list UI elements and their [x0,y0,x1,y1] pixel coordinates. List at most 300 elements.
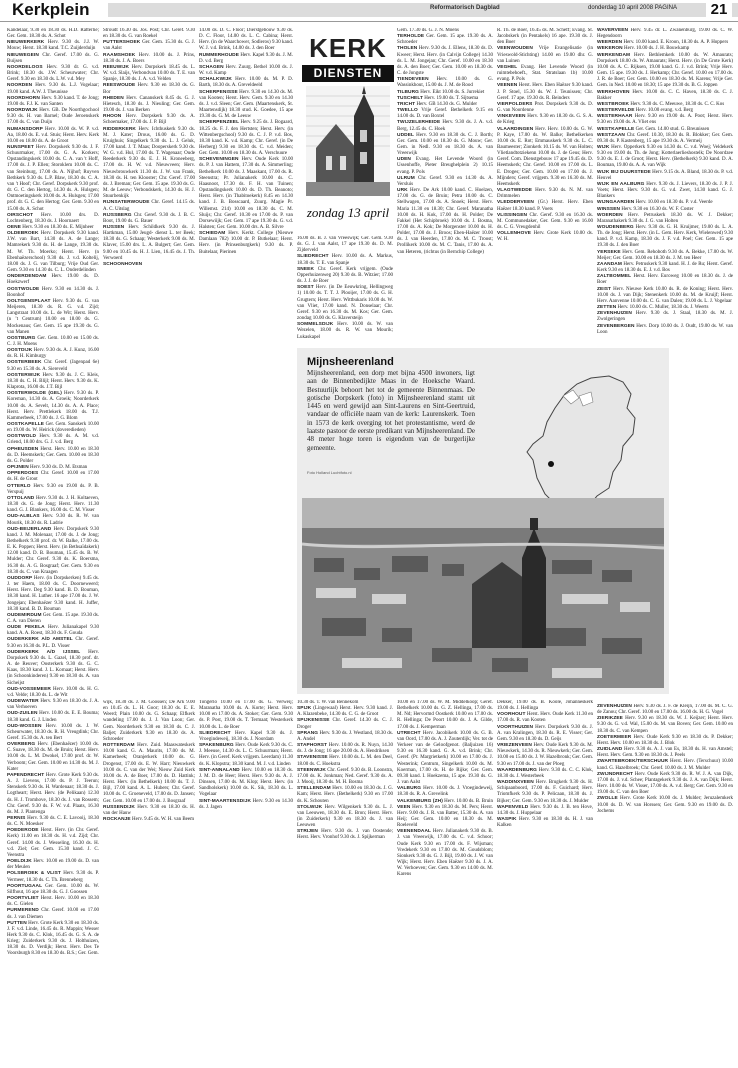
place-name: WERKHOVEN [597,89,630,95]
service-times: Herv. 9.30 ds. J.J. W. Mouw; Herst. 18.30 kand. T.C. Zuijderduijn [7,40,99,52]
place-name: VOORHOUT [497,712,526,718]
listing-entry [7,231,99,274]
place-name: OUDDORP [7,575,33,581]
listing-entry [397,731,493,786]
place-name: VALBURG [397,786,422,792]
listing-entry [497,200,593,212]
service-times: Herv. 9.15 ds. A. Bland, 18.30 ds. P. v.d. Heuvel [597,169,733,181]
listing-entry [7,576,99,613]
place-name: ROCKANJE [103,816,131,822]
listing-entry [597,747,733,759]
place-name: WIJK BIJ DUURSTEDE [597,169,651,175]
listing-entry [597,262,733,274]
service-times: Herv. 9.30 ds. J. F. de Kleijn, 17.00 ds. M. C. G. de Zanou; Chr. Geref. 10.00 en 17.00 ds. 16.00 ds. H. G. Vogel [597,704,733,716]
service-times: Herv. 9.30 dr. G. v.d. Brink; 18.30 ds. J.W. Scheurwater; Chr. Geref. 9.30 en 18.30 ds. L.W. v.d. Mey [7,64,99,83]
village-marker [548,461,554,467]
listing-entry [199,799,293,811]
service-times: Herv. Oude Kerk 9.30 en 18.30 ds. P. Dekker; Herst. Herv. 10.00 en 18.30 ds. J. Blok [597,734,733,746]
place-name: OUDERKERK A/D AMSTEL [7,637,73,643]
listing-entry [497,805,593,817]
service-times: Herv. 9.30 en 18.30 ds. M. Pers; Herst. Herv. 9.00 ds. J. R. van Batter, 15.30 ds. A. van Heij; Ger. Gem. 10.00 en 18.30 ds. M. Roeleveld [397,804,493,829]
listing-entry [103,805,195,817]
listing-entry [103,225,195,262]
listing-entry [7,496,99,514]
listing-entry [597,182,733,200]
listing-entry [103,40,195,52]
service-times: Herv. 10.00 kand. E. Kroon, 18.30 ds. A. P. Hoppers [623,40,729,46]
listing-entry [103,700,195,743]
place-name: SLIEDRECHT [199,730,231,736]
place-name: RIDDERKERK [103,126,136,132]
service-times: (Gr.) Herst. Herv. Eben Haëzer 18.30 kand. P. Voets [497,200,593,212]
page-header [0,0,738,20]
service-times: Herv. 9.30 ds. C. E. Lavooij, 18.30 ds. C. N. Moesker [7,816,99,828]
service-times: Herv. 10.00 ds. W. van Wezelen, 18.00 ds. R. W. van Mourik; Lukaskapel [297,322,393,340]
service-times: Chr. Geref. 10.30, 18.30 ds. R. Blokker; Ger. Gem. 09.30 ds. P. Kastenberg, 15 ape 19.30 ds. A. Vermeij [597,132,733,144]
service-times: Herv. 10.00 ds. M. P. D. Barth, 18.30 ds. A. Greveldeeld [199,77,293,89]
service-times: Vrije Evangelisatie (in Vrieswold-Stichting) 14.00 en 19.00 dhr. G. van Luinen [497,46,593,64]
place-name: WOUDENBERG [597,225,634,230]
listing-column-2 [103,28,195,343]
service-times: Herv. Oude Kerk 9.30 ds. C. J. Meeuse, 14.30 ds. L. C. Schuurman; Herst. Herv. (in Geref. Kerk vrijgem. Leerdam) 11.30 ds. K. Klopstra; 18.30 kand. M. J. v.d. Linden [199,743,293,767]
place-name: VOLLENHOVE [497,231,532,237]
service-times: Herv. 10.00 en 18.30 ds. J. G. Kam; Herst. Herv. (Bethelkerk) 9.30 en 17.00 ds. K. Schouten [297,786,393,804]
place-name: OIRSCHOT [7,212,34,218]
feature-body: Mijnsheerenland, een dorp met bijna 4500 inwoners, ligt aan de Binnenbedijkte Maas in de Hoeksche Waard. Bestuurlijk behoort het tot de gemeente Binnenmaas. De gotische Dorpskerk (foto) in Mijnsheerenland stamt uit 1445 en werd gewijd aan Sint-Laurens en Sint-Geertruid, vandaar de officiële naam van de kerk: Laurenskerk. Toen in 1573 de kerk overging tot het protestantisme, werd de laatste pastoor de eerste predikant van Mijnsheerenland. De 48 meter hoge toren is eigendom van de burgerlijke gemeente. [307,369,475,452]
place-name: UDDEL [397,132,415,138]
listing-entry [597,716,733,734]
service-times: Herv. Julianakapel 9.30 kand. A. A. Roest, 18.30 ds. F. Gouda [7,625,99,637]
listing-entry [103,96,195,114]
service-times: Herst. Herv. (in Chr. Geref. Kerk) 11.00 en 18.30 ds. H. v.d. Zijd; Chr. Geref. 14.00 ds. J. Wesseling, 16.30 ds. H. v.d. Ziel; Ger. Gem. 15.30 kand. J. C. Veenstra [7,828,99,858]
service-times: Herv. 9.30 en 18.30 ds. G. S. A. de Krieg [497,114,593,126]
service-times: Ger. Gem. Sanskerk 10.00 en 19.00 ds. W. Heirick (doveredieden) [7,422,99,434]
service-times: Herv. GB. De Noorthgochool 9.30 ds. H. van Barnel; Oude Jeroenskerk 17.00 ds. C. van Duijn [7,108,99,126]
service-times: Herv. Dorpskerk 9.30 kand. J. M. Molenaar, 17.00 ds. J. de Jong; Bethelkerk 9.30 prof. dr. W. Balke, 17.00 ds. E. K. Poppen; Herst. Herv. (in Bethsaïdakerk) 12.00 kand. D. B. Bouman, 15.45 ds. B. W. Mulder; Chr. Geref. 9.30 ds. K. Boersma, 16.30 ds. A. G. Bosgraaf; Ger. Gem. 9.30 en 18.30 ds. C. van Kraagen [7,526,99,575]
listing-entry [7,527,99,576]
service-times: Herv. 19.00 ds. T. Sijtsema [424,95,479,101]
place-name: ZEVENHUIZEN [597,704,632,709]
place-name: OTTERLO [7,483,31,489]
listing-entry [199,231,293,256]
place-name: NOORDEN [7,83,33,89]
service-times: 10.30 ds. T. W. van Bennekom [297,700,359,705]
service-times: Herv. 10.00 evang. v.d. Berg [635,108,693,114]
logo-word-diensten: DIENSTEN [302,65,394,82]
place-name: VEENWOUDEN [497,46,533,52]
place-name: VEENENDAAL [397,829,432,835]
listing-entry [497,28,593,46]
service-times: Herv. 9.30 en 18.30 ds. H. J. van Kalken [497,816,593,829]
service-times: Herv. Oude Kerk 9.30 ds. R. W. J. A. van Dijk, 17.00 ds. J. v.d. Schee; Plantagekerk 9.30 ds. J. A. van Dijk; Herst. Herv. 10.00 ds. W. Visser, 17.00 ds. A. v.d. Berg; Ger. Gem. 9.30 en 19.00 ds. C. van den Boer [597,771,733,796]
service-times: Herv. 10.00 ds. W. P. v.d. Aa, 18.00 ds. E. v.d. Stuis; Herst. Herv. Kerk 10.00 en 18.00 ds. A. de Groot [7,126,99,144]
place-name: WAPENVELD [497,804,529,810]
service-times: Chr. Geref. 10.00 en 17.00 ds. J. van Diemen [7,908,99,920]
place-name: NOORDWIJK [7,108,38,114]
service-times: Herv. Petruskerk 9.30 kand. H. J. de Ru; Herst. Geref. Kerk 9.30 en 18.30 ds. E. J. v.d. Bos [597,261,733,274]
service-times: Gem. 17.30 ds. G. J. N. Moens [397,28,459,33]
listing-entry [103,114,195,126]
listing-entry [397,46,493,77]
listing-entry [7,816,99,828]
service-times: Herv. 10.00 ds. G. Wassinkhout, 15.00 ds. J. M. de Rood [397,77,493,89]
place-name: WADDINXVEEN [497,780,534,786]
place-name: NOORDHORN [7,95,40,101]
listing-entry [597,274,733,286]
listing-entry [7,742,99,773]
place-name: OOSTERBEEK [7,360,42,366]
listing-entry [7,650,99,687]
listing-entry [397,120,493,132]
place-name: STRIJEN [297,829,318,835]
service-times: Herv. 9.30 ds. C. C. Klok, 18.30 ds. J. Westerbeek [497,767,593,779]
place-name: STOLWIJK [297,804,323,810]
service-times: Ger. Gem. 10.00 ds. W. Silfhout, 16 ape 18.30 ds. G. J. Goossen [7,883,99,895]
place-name: VLEDDERVEEN [497,200,534,206]
service-times: Chr. Geref. 17.00 ds. G. Buijsen [7,52,99,64]
place-name: RAAMSHOEK [103,52,136,58]
service-times: Ger. Gem. 14.00 stud. G. Breunissen [635,126,710,132]
place-name: WAARDENBURG [497,767,538,773]
place-name: UDEN [397,157,411,163]
place-name: PURMEREND [7,908,39,914]
service-times: Herv. 10.00 en 18.30 ds. P. v.d. Veerde [635,200,713,206]
listing-entry [7,871,99,883]
listing-entry [297,743,393,755]
service-times: Herv. Cananskerk 8.45 ds. G. J. Hietesch, 18.30 ds. J. Nieuling; Ger. Gem. 19.00 ds. J. van Berken [103,95,195,114]
listing-entry [199,157,293,231]
service-times: Herv. 9.30 ds. J. C. Kleis, 18.30 ds. C. H. Blijl; Herst. Herv. 9.30 ds. K. Klaprota, 16.00 ds. J.T. Bijl [7,372,99,391]
service-times: Herv. 9.30 ds. J. Lievers, 18.30 ds. J. P. J. Voets; Herst. Herv. 9.30 ds. G. v.d. Zwet, 14.30 kand. G. J. Blankers [597,181,733,200]
service-times: Chr. Geref. 9.30 en 16.30 ds. M. Communedaker, Ger. Gem. 9.30 en 16.00 ds. C. G. Vreugdenhil [497,212,593,230]
service-times: Herv. 10.00 ds. H. G. v.d. Velde; 18.30 ds. L. de Wit [7,686,99,698]
place-name: TUSCHELT [397,95,424,101]
service-times: Herv. 9.30 ds. G. van Meijeren, 18.30 ds. R. G. v.d. Zijd; Langstraat 10.00 ds. L. de Wit; Herst. Herv. (n ’t Centrum) 10.00 en 18.00 ds. G. Mockenaus; Ger. Gem. 15 ape 19.30 ds. G. van Manen [7,298,99,335]
listing-entry [297,322,393,340]
place-name: OUD-ZUILEN [7,711,38,717]
listing-entry [199,768,293,799]
place-name: POORTVLIET [7,896,39,902]
service-times: Herv. 9.30 ds. P. Vermeer, 18.30 ds. C. Th. Brenneberg [7,871,99,883]
listing-entry [497,213,593,231]
listing-entry [7,299,99,336]
service-times: Herv. 10.00 ds. C. Muller, 18.30 ds. J. Weerts [617,305,709,311]
place-name: WIJK [597,144,610,150]
listing-entry [7,828,99,859]
listing-entry [297,254,393,266]
service-times: Herv. Dorpskerk 9.30 ds. J. F. Schuurmaker, 17.00 ds. G. A. Korkers; Opstandingskerk 10.00 ds. C. A. van 't Hoff, 17.00 ds. J. P. Ellen; Storoklem 10.00 ds. C. van Steinburg, 17.00 ds. A. Nijhof; Ruyven Bethkerk 9.30 ds. L.P. Blaw, 18.30 ds. C. A. van 't Hoof; Chr. Geref. Dorpskerk 9.30 prof. dr. G. C. den Hertog, 14.30 ds. A. Hulsgen; Ontmoetingskerk 10.00 ds. A. Hulsgen; 17.00 prof. dr. G. C. den Hertog; Ger. Gem. 9.30 en 15.00 ds. A. Schot [7,144,99,212]
place-name: WESTBROEK [597,101,630,107]
listing-entry [103,213,195,225]
listing-entry [7,145,99,213]
listing-entry [7,53,99,65]
listing-entry [397,34,493,46]
service-times: Herst. Herv. (Terschuur) 10.00 kand. G. Hazelbroek; Chr. Geref. 10.00 ds. J. M. Mulder [597,759,733,771]
place-name: UTRECHT [397,730,421,736]
service-times: Herv. 10.00 ds. A. Markus, 18.30 ds. T. E. van Spanje [297,254,393,266]
listing-entry [7,127,99,145]
place-name: NOORDELOOS [7,64,43,70]
place-name: SINT-MAARTENSDIJK [199,798,252,804]
place-name: SCHEVENINGEN [199,157,239,163]
service-times: Herv. Zuid. Maaswateskerk 10.00 kand. G. A. Maurits, 17.00 ds. M. Kamerbeek; Oranjerkerk 10.00 ds. G. Drogenst, 17.00 ds. E. W. Harr; Nieuwkerk 10.00 ds. C. van der Wei; Nieuw Zuid Kerk 10.00 ds. A. de Boer, 17.00 ds. D. Hattink; Herst. Herv. (in Bethelkerk) 10.00 ds. T. J. Bijl, 17.00 kand. A. L. Hubers; Chr. Geref. 10.00 ds. C. Groeneveld, 17.00 ds. D. Jansen; Ger. Gem. 10.00 en 17.00 ds. J. Bosgraaf [103,743,195,804]
listing-entry [497,743,593,768]
listing-entry [7,274,99,286]
place-name: SCHIEDAM [199,231,226,237]
listing-entry [397,786,493,798]
service-times: Herv. 9.30 ds. C. Meeuwe, 18.30 ds. C. C. Kos [630,101,725,107]
place-name: OPIJNEN [7,465,29,471]
service-times: Herv. 9.30 en 18.30 ds. J. A. van Verhoeven [7,699,99,711]
place-name: TWELLO [397,108,418,114]
aerial-village-photo [302,498,664,688]
logo-word-kerk: KERK [309,33,387,63]
place-name: NIEUWERKERK [7,40,45,46]
listing-column-9 [199,700,293,1064]
listing-entry [7,896,99,908]
listing-entry [597,133,733,145]
place-name: OUDE PEKELA [7,625,45,631]
place-name: RIJSSBERG [103,212,132,218]
place-name: WEERDEN [597,40,623,46]
listing-entry [497,46,593,64]
place-name: ZEVENHUIZEN [597,311,632,317]
place-name: OLDEBROEK [7,231,39,237]
service-date: zondag 13 april [306,205,390,220]
listing-entry [7,336,99,348]
place-name: NIEUWEGEIN [7,52,39,58]
service-times: Herv. Petruskerk 18.30 ds. W. J. Dekker; Maranathakerk 9.30 ds. J. G. van Holten [597,212,733,224]
place-name: WIJK EN AALBURG [597,181,645,187]
listing-entry [497,700,593,712]
service-times: Herv. Bethlemkerk 10.00 ds. W. Amaurats; Dorpskerk 18.00 ds. W. Amaurats; Herst. Herv. (in De Grote Kerk) 10.00 ds. A. C. Rijksen, 19.00 kand. G. J. v.d. Brink; Vrije Herv. Gem. 15 ape. 19.30 ds. J. Herkamp; Chr. Geref. 10.00 en 17.00 ds. J. R. de Boer; Ger. Gem. 10.00 en 18.30 ds. M. Karens; Vrije Ger. Gem. in Ned. 10.00 en 18.30; 15 ape 19.30 ds. B. G. Joppen [597,52,733,89]
place-name: OOSTWOLDE [7,286,40,292]
listing-entry [7,96,99,108]
listing-entry [7,613,99,625]
service-times: Herv. 9.25 ds. J. Bogaard, 18.25 ds. F. J. den Hertsten; Herst. Herv. (in Wittenbergschool) 9.30 ds. C. J. P. v.d. Bos, 18.30 kand. K. v.d. Kamp; Chr. Geref. (in De Herberg) 9.30 en 18.30 ds. C. v.d. Meiden; Ger. Gem. 10.00 en 18.30 ds. A. Verschuure [199,120,293,157]
listing-entry [103,743,195,805]
place-name: OUDEMIRDUM [7,612,42,618]
place-name: POEDERODE [7,828,39,834]
place-name: SCHERPENISSE [199,89,238,95]
place-name: NUNSPEET [7,144,34,150]
listing-entry [497,768,593,780]
service-times: Herv. 9.30 ds. J. H. Koltaeven, 18.30 ds. G. de Jong; Herst. Herv. 11.30 kand. G. J. Blankers, 16.00 ds. C. M. Visser [7,495,99,514]
service-times: Herv. Dorpskerk 9.30 ds. L. Gazel, 18.30 prof. dr. A. de Reuver; Oosterkerk 9.30 ds. G. C. Kaas, 18.30 kand. J. L. Kornaat; Herst. Herv. (in Schoonkinderen) 9.30 en 18.30 ds. A. van Sicheijst [7,649,99,686]
listing-entry [7,40,99,52]
listing-entry [597,90,733,102]
service-times: Herv. Ichthuskerk 9.30 ds. M. J. Kater; Drous, 16.00 ds. G. D. Kruighuis; Singelkerk 9.30 ds. L. J. Geluk, 17.00 kand. J. T. Maas; Dooperskerk 9.30 ds. W. G. v.d. Hul, 17.00 ds. T. Wagenaar; Oude Reederkerk 9.30 ds. E. J. H. Kroneeberg, 17.00 ds. H. W. v.d. Nieuwveen; Herv. Nieuwbrouwkerk 11.30 ds. J. W. van Frank, 18.30 ds. H. ten Klooster; Chr. Geref. 17.00 ds. J. Breman; Ger. Gem. 15 ape. 19.30 ds. G. M. de Leeuw; Verbondskerk, 14.30 ds. H. J. Stuurbenkijk [103,126,195,200]
place-name: PUTTEN [7,920,27,926]
place-name: SLIEDRECHT [297,254,329,260]
listing-entry [7,724,99,742]
page-number: 21 [706,0,732,20]
listing-entry [597,145,733,170]
service-times: Herv. (in De Eeuwkring, Hellingweg 1) 10.00 ds. T. T. J. Plooijer, 17.00 ds. G. H. Grugtern; Herst. Herv. Wittbukaris 10.00 ds. W. van Vliet, 17.00 kand. N. Donselaar; Chr. Geref. 9.30 en 16.30 ds. M. Kos; Ger. Gem. zondag 10.00 ds. G. Klaversteijn [297,285,393,322]
listing-entry [7,287,99,299]
place-name: TWIJZELERHEIDE [397,120,441,126]
service-times: Herv. 9.30 en 18.30 ds. C. J. Borth; Ger. Gem. 10.00 en 18.30 ds. G. Mouw; Ger. Gem. in Nedl. 9.30 en 18.30 ds. A. van Vreeswijk [397,132,493,157]
listing-entry [199,28,293,53]
service-times: Herv. 9.30 ds. P. Koreman, 14.30 ds. A. Groeik; Noorderkerk 10.00 ds. A. Sevelt, 14.30 ds. A. A. Place; Herst. Herv. Prettlekerk 18.00 ds. T.J. Kammerbeek, 17.00 ds. J. G. Blom [7,391,99,421]
kerkdiensten-logo [302,29,394,229]
service-times: Herv. (Ebenhaëzer) 10.00 ds. C. Suave, 18.30 ds. M. de Bruin; Herst. Herv. 10.00 ds. L. M. Dwokel, 17.00 prof. dr. W. Verboom; Ger. Gem. 10.00 en 14.30 ds. M. J. Kater [7,742,99,772]
listing-entry [7,625,99,637]
listing-column-6 [497,28,593,343]
listing-entry [597,287,733,305]
listing-entry [397,176,493,188]
listing-entry [199,90,293,121]
place-name: VEEN [397,804,411,810]
service-times: Herv. 9.45 dr. L. Zwanenburg, 19.00 ds. C. W. Hegendoorn [597,28,733,40]
listing-entry [397,157,493,175]
place-name: ZIERIKZEE [597,716,623,722]
place-name: ZEIST [597,286,612,292]
service-times: Stroudt 16.30 ds. Jos. Post; Chr. Geref. 9.30 en 18.30 ds. G. van Roekel [103,28,195,40]
place-name: PUTTERSHOEK [103,40,141,46]
service-times: Herv. Opperkerk 9.30 en 14.30 ds. C. v.d. Woej; Veldekerk 9.30 en 19.00 ds. Th. de Jong; Kotterlaerlieshostelk; De Noordzee 9.30 ds. E. J. de Groot; Herst. Herv. (Bethelkerk) 9.30 kand. D. A. Bouman, 19.00 ds. A. A. van Wijk [597,144,733,169]
service-times: Herv. 10.00 ds. B. Bruin [444,798,493,804]
service-times: Herv. GB 14.30 ds. G. Mulder [416,101,478,107]
service-times: Ger. Gem. 10.00 en 15.00 ds. C. J. H. Moens [7,335,99,347]
service-times: R. Th. de Boer, 16.45 ds. M. Scheff; Evang. St. Jacobskerk (in Pentakels) 16 ape. 19.30 ds. J. den Boer [497,28,593,46]
listing-entry [199,53,293,65]
service-times: 14.00 ds. D. C. Floor; Dierstgebouw 9.30 ds. D. C. Floor, 14.00 ds. L. C. Cabina; Herst. Herv. (in de Waarchower, Sodleros) 9.30 kand. W. J. v.d. Brink, 14.00 ds. J. den Boer [199,28,293,52]
place-name: OOSTERWIJK [7,372,41,378]
place-name: RIJSSEN [103,225,125,230]
listing-column-5 [397,28,493,343]
service-times: Chr. Geref. 9.30 en 14.30 ds. A. Versluis [397,175,493,187]
place-name: STELLENDAM [297,786,331,792]
place-name: OOLTGENSPLAAT [7,298,51,304]
service-times: Herst. Herv. Eben Haëzer 9.30 kand. J. P. Stoel, 15.30 ds. W. J. Teunissen; Chr. Geref. 17 ape. 19.30 ds. R. Beinders [497,83,593,101]
listing-column-8 [103,700,195,1064]
service-times: Herv. Nieuwe Kerk 10.00 ds. R. de Koning; Herst. Herv. 10.00 ds. J. van Dijk; Stenenkerk 10.00 ds. M. de Kruijf; Herst. Herv. Aanvenne 10.00 ds. C. G. van Dalen; 19.00 ds. L. J. Vogelaar [597,286,733,304]
service-times: Herv. 10.00 ds. R. Nuyn, 14.30 ds. J. de Jong; 16 ape 20.00 ds. A. Hendriksen [297,743,393,755]
place-name: SCHALKWIJK [199,77,232,83]
place-name: VINKEVEEN [497,114,526,120]
listing-entry [103,65,195,83]
listing-entry [7,884,99,896]
service-times: wijk, 18.30 ds. J. M. Goossen; De Ark 9.00 en 10.45 ds. L. H. Goor; 18.30 ds. E. E. Weerd; Plain 10.00 ds. G. Schaap; Elfkerk wandeling 17.00 ds. J. J. Van Loon; Ger. Gem. Noorderkerk 9.30 en 18.30 ds. C. J. Baljet; Zuiderkerk 9.30 en 18.30 ds. A. Schroeder [103,700,195,742]
service-times: Herv. 10.00 ds. L. M. den Deel, 18.00 ds. C. Hoekstra [297,755,393,767]
service-times: Evang. Het Levende Woord (in ruimtebehoeft., Stat. Stratslaan 1b) 10.00 evang. P. Pols [497,64,593,83]
service-times: Chr. Geref. 14.15 ds. A. C. Uitslag [103,200,195,212]
place-name: STEENWIJK [297,767,326,773]
place-name: ZALTBOMMEL [597,274,632,280]
listing-entry [497,780,593,805]
service-times: Herv. 9.30 en 18.30 ds. G. Bor [103,83,195,95]
place-name: TILBURG [397,89,420,95]
service-times: Herv. 9.30 ds. R. W. van Mourik, 18.30 ds. R. Ladrie [7,514,99,526]
service-times: Tongerlo 10.00 en 17.00 ds. G. Verweij; Maranatha 10.00 ds. A. Korte; Herst. Herv. 10.00 en 17.00 ds. A. Stoker; Ger. Gem. 9.30 ds. P. Post, 19.00 ds. T. Termaat; Westerkerk 10.00 ds. L. de Boer [199,700,293,730]
place-name: WASPIK [497,816,517,822]
service-times: Herv. Kapel 9.30 ds. J. M. D. v.d. Berg [199,52,293,64]
place-name: TRICHT [397,101,416,107]
listing-column-4 [297,236,393,343]
listing-entry [297,731,393,743]
place-name: SNEEK [297,266,315,272]
service-times: Herv. Zuurg. Bethel 10.00 ds. J. W. v.d. Kamp [199,64,293,77]
church-illustration [306,86,390,196]
listing-entry [497,817,593,829]
listing-entry [597,735,733,747]
place-name: TERHOLDE [397,34,425,40]
service-times: Herst. Herv. Euroweg 10.00 en 18.30 ds. J. de Boer [597,274,733,286]
listing-entry [497,188,593,200]
service-times: Herv. Schildkerk 9.30 ds. J. Hartkman, 15.00 Jeugd- dienst L. ter Beek; 18.30 ds. G. Schaap; Westerkerk 9.00 ds. M. Klaver, 15.00 drs. L. A. Bulgert; Ger. Gem. 9.00 en 10.45 ds. H. J. Lien, 16.45 ds. J. Th. Verwoerd [103,225,195,261]
service-times: Herv. 10.00 en 18.30 ds. J. M. D. de Heer; Herst. Herv. 9.30 ds. A. J. Dinssen, 17.00 ds. M. Klop; Herst. Herv. (in Sandholskerk) 10.00 ds. K. Sik, 18.30 ds. L. Vogelaar [199,767,293,798]
service-times: Herv. 9.30 ds. J. van Oostende; Herst. Herv. Vronhof 9.30 ds. J. Spijkerman [297,829,393,841]
place-name: VEGHEL [497,64,518,70]
service-times: Chr. Geref. 10.00 en 17.00 ds. H. de Groot [7,471,99,483]
place-name: ULRUM [397,175,415,181]
listing-entry [103,127,195,201]
service-times: Herv. 10.00 ds. J. Prins, 18.30 ds. J. A. Boers [103,52,195,64]
service-times: Herv. Herv. 10.00 ds. G. W. P. Kaye, 17.00 ds. W. Balke; Bethelkerken 10.00 ds. E. Rot; Emmauskerk 9.30 ds. L. C. Baumeester; Zionkerk 10.15 ds. W. van Holten; Vlietlandtotziekenn 10.00 ds. J. de Geus; Herv. Geref. Com. Dienstgebouw 17 ape 19.45 ds. D. Heemskerk; Chr. Geref. 10.00 en 17.00 ds. L. E. Droges; Ger. Gem. 10.00 en 17.00 ds. J. Mijnders; Geref. vrijgem. 9.30 en 16.30 ds. M. Heemskerk [497,126,593,187]
service-times: Herv. De Ark 10.00 kand. C. Hoelzen, 17.00 ds. G. de Bruin; Petra 10.00 ds. C. Stellwagen, 17.00 ds. A. Snoek; Herst. Herv. Maria 11.30 en 18.30; Chr. Geref. Maranatha 10.00 ds. H. Kok, 17.00 ds. H. Polder; De Fakkel (Het Schipbroek) 10.00 ds. J. Bosma, 17.00 ds. A. Kok; De Morgenster 10.00 ds. H. Polder, 17.00 ds. J. Broos; Eben-Haëzer 10.00 ds. J. van Heerden, 17.00 ds. M. C. Troost; Prollikerk 10.00 ds. M. C. Tanis, 17.00 ds. A. van Heteren, (richtus (in Bernchip College) [397,188,493,255]
place-name: ZAANDAM [597,261,622,267]
service-times: Herv. 9.30 ds. L.J. Vogelaar; 19.00 kand. A.W. J. Theunisse [7,83,99,95]
listing-entry [397,77,493,89]
listing-entry [497,83,593,101]
place-name: SPIJKENISSE [297,718,330,724]
listing-entry [597,759,733,771]
place-name: VEENEN [497,83,518,89]
listing-entry [497,725,593,743]
place-name: OUDEWATER [7,699,39,705]
listing-entry [597,28,733,40]
listing-entry [397,829,493,878]
service-times: Herv. 9.30 en 19.00 ds. A. Poot; Herst. Herv. 9.30 en 19.00 ds. A. Vliet ens [597,114,733,126]
service-times: (Lingewaal) Herst. Herv. 9.30 kand. J. A. Klazenbeke, 14.30 ds. C. G. de Groot [297,706,393,718]
service-times: Herv. 9.30 ds. J. Westland, 18.30 ds. A. Andel [297,730,393,742]
service-times: Herv. 9.30 ds. J. Staal, 18.30 ds. M. J. Zwolgeringen [597,311,733,323]
service-times: Prot. Dorpskerk 9.30 ds. D. G. van Noordenne [497,101,593,114]
service-times: Herv. 9.30 en 18.30 ds. W. J. Keijzer; Herst. Herv. 9.30 ds. G. v.d. Wal, 15.00 ds. M. van Boven; Ger. Gem. 10.00 en 18.30 ds. C. van Kempen [597,716,733,734]
place-name: OUD-VOSSEMEER [7,686,51,692]
listing-entry [497,114,593,126]
place-name: OENE [7,225,21,230]
listing-entry [199,700,293,731]
place-name: OUD-BEIJERLAND [7,526,52,532]
service-times: Herv. Oude Kerk 10.00 ds. P. J. van Hattem, 17.30 ds. A. Simmerling; Bethelkerk 10.00 ds. J. Maaskant, 17.00 ds. R. Steenstra; Pr. Julianakerk 10.00 ds. C. Haasnoot, 17.30 ds. F. H. van Tuinen; Opstandingskerk 10.00 ds. D. Th. Beanoto; Herst. Herv. (in Thabitoekerk) 8.45 en 14.30 kand. J. B. Bosscaard, Zuurg. Magie Pr. Willemst. 214) 10.00 en 18.30 ds. C. M. Sluijs; Chr. Geref. 10.30 en 17.00 ds. P. van Dorsewiijk; Ger. Gem. 17 ape 19.30 ds. G. v.d. Halsten; Ger. Gem. 10.00 drs. A. B. Silvre [199,157,293,230]
service-times: Herv. Dorpskerk 9.30 kand. J.W. van Bart, 14.30 ds. A. de Lange; Mamrekerk 9.30 ds. H. de Lange, 19.30 ds. M. W. Th. Moerko; Herst. Herv. (n Ebenhaëzerschool) 9.30 ds. J. v.d. Koltelij, 18.00 ds. J. G. van Tilburg; Vrije Oud Ger. Gem. 9.30 en 14.30 ds. C. L. Onderdelinden [7,231,99,274]
place-name: OPPERDOES [7,471,39,477]
listing-entry [7,484,99,496]
listing-entry [7,360,99,372]
service-times: Herv. 9.30 en 14.30 ds. J. Jagen [199,798,293,810]
place-name: ZEVENBERGEN [597,323,635,329]
place-name: YERSEKE [597,249,621,255]
listing-entry [597,796,733,814]
place-name: VLAGTWEDDE [497,188,533,194]
place-name: RHEDEN [103,95,124,101]
place-name: PERNIS [7,816,26,821]
listing-entry [7,699,99,711]
place-name: WESTERVELDE [597,108,635,114]
service-times: Herv. Dorpskerk 9.30 ds. J. A. van Kralingen, 18.30 ds. R. E. Visser; Ger. Gem. 9.30 en 18.30 ds. D. Geijs [497,724,593,742]
listing-entry [597,311,733,323]
feature-box [297,348,669,694]
listing-entry [199,743,293,768]
service-times: Chr. Geref. (Jagenpad 6e) 9.30 en 15.30 ds. A. Siereveld [7,360,99,372]
place-name: SOEST [297,285,314,291]
service-times: Herv. 10.00 ds. J. W. Scheurwater, 18.30 ds. R. H. Vreugdink; Chr. Geref. 15.30 ds. A. ten Bert [7,723,99,741]
listing-entry [297,285,393,322]
service-times: Herv. 10.00 ds. E. E. Bouma; 18.30 kand. G. J. Linden [7,711,99,723]
service-times: Herv. 9.30 ds. J. B. ten Hove, 14.30 ds. J. Huppelaar [497,804,593,816]
